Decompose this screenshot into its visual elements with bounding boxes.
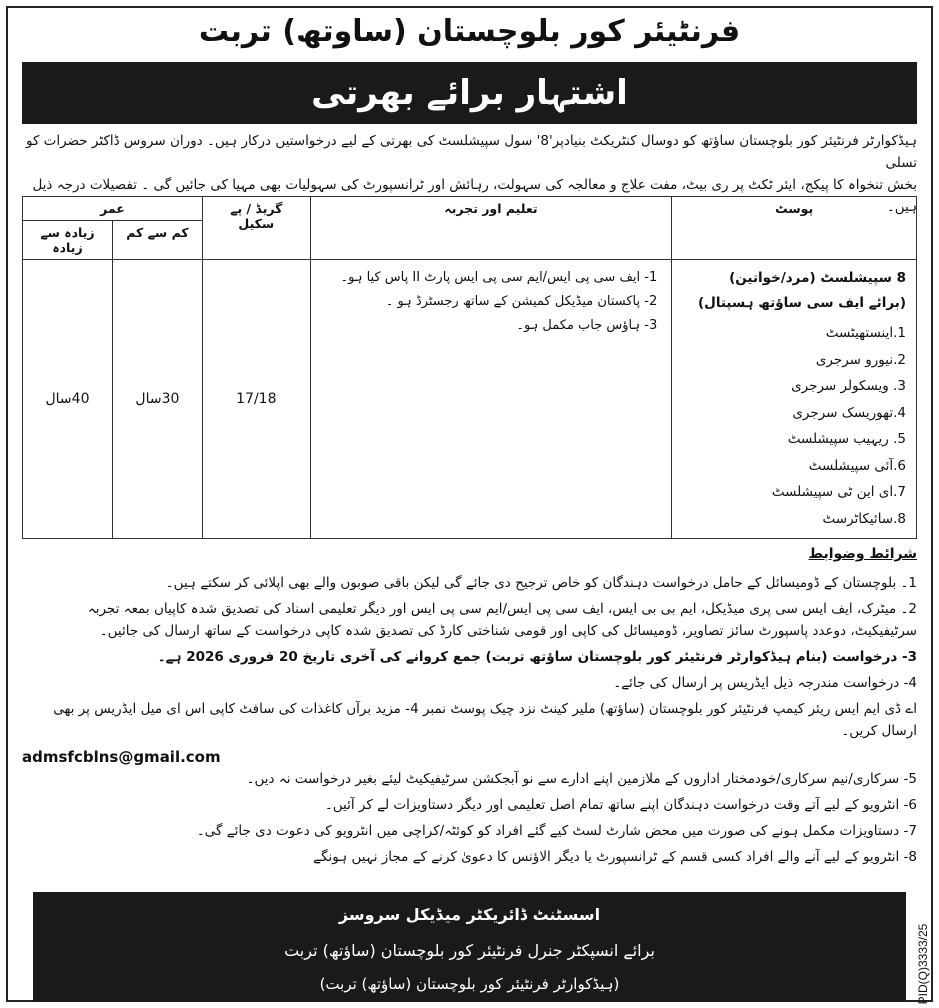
pid-text: PID(Q)3333/25: [916, 923, 930, 1005]
header-grade: گریڈ / پے سکیل: [202, 197, 310, 260]
terms-heading: شرائط وضوابط: [808, 546, 917, 562]
education-item: 1- ایف سی پی ایس/ایم سی پی ایس پارٹ II پاس کیا ہو۔: [340, 270, 658, 285]
footer-behalf: برائے انسپکٹر جنرل فرنٹیئر کور بلوچستان (ساؤتھ) تربت: [284, 941, 655, 960]
post-cell: [672, 260, 917, 539]
term-item: 1۔ بلوچستان کے ڈومیسائل کے حامل درخواست دہندگان کو خاص ترجیح دی جائے گی لیکن باقی صوبوں والے بھی اپلائی کر سکتے ہیں۔: [165, 575, 917, 591]
signature-footer: [33, 892, 906, 1002]
list-item: 3. ویسکولر سرجری: [791, 378, 906, 394]
pid-number: [909, 922, 937, 1006]
list-item: 1.اینستھیٹسٹ: [825, 325, 906, 341]
table-row: [23, 260, 917, 539]
max-age-cell: 40سال: [23, 260, 113, 539]
grade-value: 17/18: [236, 391, 277, 407]
footer-headquarters: (ہیڈکوارٹر فرنٹیئر کور بلوچستان (ساؤتھ) تربت): [319, 975, 620, 993]
email-address[interactable]: admsfcblns@gmail.com: [22, 748, 221, 766]
advertisement-banner: اشتہار برائے بھرتی: [22, 62, 917, 124]
term-item: 3- درخواست (بنام ہیڈکوارٹر فرنٹیئر کور بلوچستان ساؤتھ تربت) جمع کروانے کی آخری تاریخ 20 فروری 2026 ہے۔: [157, 649, 917, 665]
term-item: 4- درخواست مندرجہ ذیل ایڈریس پر ارسال کی جائے۔: [613, 675, 917, 691]
header-age: عمر: [23, 197, 203, 221]
grade-cell: [202, 260, 310, 539]
education-item: 3- ہاؤس جاب مکمل ہو۔: [516, 318, 658, 333]
list-item: 6.آئی سپیشلسٹ: [808, 457, 906, 474]
header-education: تعلیم اور تجربہ: [310, 197, 671, 260]
footer-designation: اسسٹنٹ ڈائریکٹر میڈیکل سروسز: [338, 905, 601, 924]
term-item: 7- دستاویزات مکمل ہونے کی صورت میں محض شارٹ لسٹ کیے گئے افراد کو کوئٹہ/کراچی میں انٹرویو کی دعوت دی جائے گی۔: [196, 823, 917, 839]
term-item: 6- انٹرویو کے لیے آتے وقت درخواست دہندگان اپنے ساتھ تمام اصل تعلیمی اور دیگر دستاویزات لے کر آئیں۔: [324, 797, 917, 813]
term-item: 2۔ میٹرک، ایف ایس سی پری میڈیکل، ایم بی بی ایس، ایف سی پی ایس/ایم سی پی ایس اور دیگر تعلیمی اسناد کی تصدیق شدہ کاپیاں بمعہ تجربہ سرٹیفیکیٹ، دوعدد پاسپورٹ سائز تصاویر، ڈومیسائل کی کاپی اور قومی شناختی کارڈ کی تصدیق شدہ کاپی درخواست کے ساتھ ارسال کی جائیں۔: [87, 601, 917, 639]
term-item: 5- سرکاری/نیم سرکاری/خودمختار اداروں کے ملازمین اپنے ادارے سے نو آبجکشن سرٹیفیکیٹ لیئے بغیر درخواست نہ دیں۔: [246, 771, 917, 787]
organization-title: فرنٹیئر کور بلوچستان (ساوتھ) تربت: [198, 14, 741, 49]
header-post: پوسٹ: [672, 197, 917, 260]
terms-list: [22, 572, 917, 872]
post-title: 8 سپیشلسٹ (مرد/خواتین): [729, 270, 906, 286]
list-item: 5. ریہیب سپیشلسٹ: [787, 431, 906, 447]
min-age-cell: 30سال: [112, 260, 202, 539]
intro-line-1: ہیڈکوارٹر فرنٹیئر کور بلوچستان ساؤتھ کو دوسال کنٹریکٹ بنیادپر'8' سول سپیشلسٹ کی بھرتی کے لیے درخواستیں درکار ہیں۔ دوران سروس ڈاکٹر حضرات کو تسلی: [25, 133, 917, 171]
posts-table: [22, 196, 917, 539]
education-item: 2- پاکستان میڈیکل کمیشن کے ساتھ رجسٹرڈ ہو ۔: [385, 294, 658, 309]
list-item: 2.نیورو سرجری: [815, 351, 906, 368]
intro-line-2: بخش تنخواہ کا پیکج، ایئر ٹکٹ پر ری بیٹ، مفت علاج و معالجہ کی سہولت، رہائش اور ٹرانسپورٹ کی سہولیات بھی مہیا کی جائیں گی ۔ تفصیلات درجہ ذیل ہیں۔: [32, 177, 917, 215]
list-item: 7.ای این ٹی سپیشلسٹ: [771, 484, 906, 500]
term-item: 8- انٹرویو کے لیے آنے والے افراد کسی قسم کے ٹرانسپورٹ یا دیگر الاؤنس کا دعویٰ کرنے کے مجاز نہیں ہونگے: [313, 849, 917, 865]
table-header-row: [23, 197, 917, 221]
term-item: اے ڈی ایم ایس ریئر کیمپ فرنٹیئر کور بلوچستان (ساؤتھ) ملیر کینٹ نزد چیک پوسٹ نمبر 4- مزید برآں کاغذات کی سافٹ کاپی اس ای میل ایڈریس پر بھی ارسال کریں۔: [53, 701, 917, 739]
post-subtitle: (برائے ایف سی ساؤتھ ہسپتال): [697, 295, 906, 311]
education-cell: [310, 260, 671, 539]
list-item: 8.سائیکاٹرسٹ: [822, 510, 906, 527]
list-item: 4.تھوریسک سرجری: [792, 404, 906, 421]
header-min-age: کم سے کم: [112, 221, 202, 260]
header-max-age: زیادہ سے زیادہ: [23, 221, 113, 260]
